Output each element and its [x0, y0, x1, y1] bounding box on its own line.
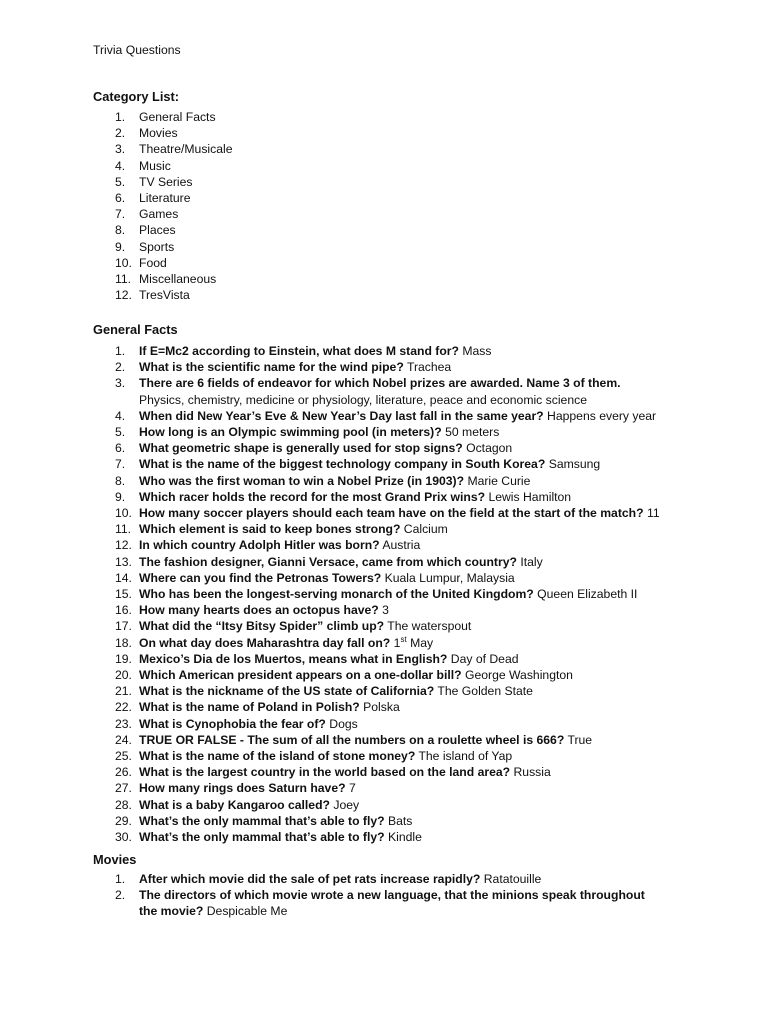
category-item: [93, 206, 232, 222]
question-item: [93, 829, 660, 845]
list-number: 17.: [115, 619, 132, 634]
question-text: TRUE OR FALSE - The sum of all the numbers on a roulette wheel is 666?: [139, 732, 565, 747]
category-item: [93, 271, 232, 287]
category-label: Literature: [139, 191, 191, 206]
question-text: What is the scientific name for the wind pipe?: [139, 360, 404, 375]
answer-text: Happens every year: [547, 408, 657, 423]
category-item: [93, 255, 232, 271]
question-item: [93, 764, 660, 780]
list-number: 10.: [115, 255, 132, 270]
list-number: 21.: [115, 684, 132, 699]
question-item: [93, 732, 660, 748]
category-label: Places: [139, 223, 176, 238]
answer-text: May: [410, 635, 434, 650]
list-number: 9.: [115, 489, 126, 504]
list-number: 7.: [115, 457, 126, 472]
category-item: [93, 158, 232, 174]
answer-text: Marie Curie: [467, 473, 531, 488]
list-number: 2.: [115, 126, 126, 141]
answer-text: Samsung: [548, 457, 601, 472]
question-text: What is Cynophobia the fear of?: [139, 716, 326, 731]
question-item: [93, 375, 660, 407]
answer-text: Lewis Hamilton: [488, 489, 572, 504]
category-list: [93, 109, 232, 303]
question-item: [93, 667, 660, 683]
answer-text: Ratatouille: [483, 872, 542, 886]
answer-text: Trachea: [406, 360, 452, 375]
list-number: 26.: [115, 765, 132, 780]
category-label: TresVista: [139, 288, 190, 303]
category-item: [93, 287, 232, 303]
category-label: Games: [139, 207, 179, 222]
answer-text: Austria: [382, 538, 421, 553]
question-item: [93, 699, 660, 715]
question-item: [93, 408, 660, 424]
list-number: 13.: [115, 554, 132, 569]
answer-superscript: st: [400, 634, 407, 644]
question-item: [93, 570, 660, 586]
question-text: What is the name of the biggest technology company in South Korea?: [139, 457, 546, 472]
list-number: 1.: [115, 344, 126, 358]
category-label: Sports: [139, 239, 175, 254]
question-item: [93, 537, 660, 553]
question-item: [93, 797, 660, 813]
question-item: [93, 586, 660, 602]
question-item: [93, 505, 660, 521]
question-item: [93, 683, 660, 699]
question-item: [93, 618, 660, 634]
question-item: [93, 489, 660, 505]
list-number: 4.: [115, 408, 126, 423]
category-label: General Facts: [139, 110, 216, 124]
question-item: [93, 473, 660, 489]
list-number: 2.: [115, 360, 126, 375]
list-number: 11.: [115, 272, 132, 287]
question-item: [93, 343, 660, 359]
movies-list: [93, 871, 645, 920]
list-number: 8.: [115, 473, 126, 488]
list-number: 29.: [115, 813, 132, 828]
category-label: Theatre/Musicale: [139, 142, 233, 157]
question-text: How many soccer players should each team have on the field at the start of the match?: [139, 506, 644, 521]
question-text: What is the name of the island of stone money?: [139, 749, 416, 764]
category-label: Movies: [139, 126, 178, 141]
category-label: Food: [139, 255, 167, 270]
answer-text: Russia: [513, 765, 551, 780]
list-number: 5.: [115, 174, 126, 189]
answer-text: Polska: [363, 700, 400, 715]
question-text: What’s the only mammal that’s able to fly?: [139, 813, 385, 828]
question-item: [93, 602, 660, 618]
question-text: What is a baby Kangaroo called?: [139, 797, 330, 812]
list-number: 10.: [115, 506, 132, 521]
category-item: [93, 222, 232, 238]
category-label: Music: [139, 158, 171, 173]
answer-text: Octagon: [466, 441, 513, 456]
question-text: What geometric shape is generally used for stop signs?: [139, 441, 463, 456]
question-text: What is the largest country in the world based on the land area?: [139, 765, 511, 780]
question-text: The directors of which movie wrote a new language, that the minions speak throughout: [139, 888, 645, 903]
question-item: [93, 887, 645, 919]
question-item: [93, 359, 660, 375]
list-number: 23.: [115, 716, 132, 731]
answer-text: Joey: [333, 797, 360, 812]
question-text: What is the nickname of the US state of California?: [139, 684, 435, 699]
list-number: 30.: [115, 830, 132, 845]
movies-heading: Movies: [93, 852, 137, 867]
list-number: 1.: [115, 110, 126, 124]
list-number: 3.: [115, 376, 126, 391]
list-number: 25.: [115, 749, 132, 764]
answer-text: Kuala Lumpur, Malaysia: [384, 570, 515, 585]
question-text: Where can you find the Petronas Towers?: [139, 570, 382, 585]
question-item: [93, 780, 660, 796]
question-text: What’s the only mammal that’s able to fly?: [139, 830, 385, 845]
answer-text: Dogs: [329, 716, 358, 731]
category-item: [93, 239, 232, 255]
general-facts-heading: General Facts: [93, 322, 178, 337]
list-number: 12.: [115, 288, 132, 303]
list-number: 12.: [115, 538, 132, 553]
list-number: 16.: [115, 603, 132, 618]
list-number: 15.: [115, 587, 132, 602]
category-item: [93, 109, 232, 125]
question-item: [93, 651, 660, 667]
question-text: When did New Year’s Eve & New Year’s Day last fall in the same year?: [139, 408, 544, 423]
question-text: Which racer holds the record for the most Grand Prix wins?: [139, 489, 486, 504]
answer-text: 50 meters: [445, 425, 500, 440]
list-number: 28.: [115, 797, 132, 812]
list-number: 27.: [115, 781, 132, 796]
question-item: [93, 521, 660, 537]
question-item: [93, 440, 660, 456]
question-text: On what day does Maharashtra day fall on?: [139, 635, 391, 650]
list-number: 22.: [115, 700, 132, 715]
question-text: After which movie did the sale of pet rats increase rapidly?: [139, 872, 481, 886]
answer-text: 3: [382, 603, 389, 618]
question-text: What is the name of Poland in Polish?: [139, 700, 360, 715]
answer-text: Physics, chemistry, medicine or physiology, literature, peace and economic science: [139, 392, 587, 407]
list-number: 6.: [115, 441, 126, 456]
question-text: the movie?: [139, 904, 204, 919]
list-number: 9.: [115, 239, 126, 254]
list-number: 2.: [115, 888, 126, 903]
answer-text: Queen Elizabeth II: [537, 587, 638, 602]
list-number: 18.: [115, 635, 132, 650]
question-text: Who was the first woman to win a Nobel Prize (in 1903)?: [139, 473, 465, 488]
answer-text: Day of Dead: [450, 651, 519, 666]
list-number: 20.: [115, 668, 132, 683]
question-item: [93, 554, 660, 570]
document-title: Trivia Questions: [93, 43, 181, 57]
question-text: How long is an Olympic swimming pool (in meters)?: [139, 425, 442, 440]
answer-text: George Washington: [464, 668, 573, 683]
question-item: [93, 871, 645, 887]
question-text: How many hearts does an octopus have?: [139, 603, 379, 618]
question-item: [93, 813, 660, 829]
question-item: [93, 424, 660, 440]
answer-text: The waterspout: [387, 619, 472, 634]
list-number: 11.: [115, 522, 132, 537]
list-number: 7.: [115, 207, 126, 222]
category-label: TV Series: [139, 174, 193, 189]
question-text: In which country Adolph Hitler was born?: [139, 538, 380, 553]
category-item: [93, 125, 232, 141]
list-number: 1.: [115, 872, 126, 886]
general-facts-list: [93, 343, 660, 845]
answer-text: The island of Yap: [418, 749, 513, 764]
answer-text: Mass: [462, 344, 492, 358]
answer-text: Calcium: [403, 522, 448, 537]
list-number: 4.: [115, 158, 126, 173]
answer-text: 1: [393, 635, 401, 650]
list-number: 5.: [115, 425, 126, 440]
question-text: Which American president appears on a one-dollar bill?: [139, 668, 462, 683]
question-continuation: [139, 903, 645, 919]
list-number: 14.: [115, 570, 132, 585]
list-number: 8.: [115, 223, 126, 238]
list-number: 3.: [115, 142, 126, 157]
answer-text: True: [567, 732, 593, 747]
answer-text: Bats: [388, 813, 413, 828]
category-list-heading: Category List:: [93, 89, 180, 104]
list-number: 24.: [115, 732, 132, 747]
question-item: [93, 748, 660, 764]
answer-text: 11: [646, 506, 660, 521]
category-item: [93, 141, 232, 157]
question-text: Mexico’s Dia de los Muertos, means what in English?: [139, 651, 448, 666]
answer-text: Despicable Me: [206, 904, 288, 919]
question-text: The fashion designer, Gianni Versace, came from which country?: [139, 554, 517, 569]
answer-text: Italy: [520, 554, 543, 569]
question-item: [93, 635, 660, 651]
question-text: How many rings does Saturn have?: [139, 781, 346, 796]
category-label: Miscellaneous: [139, 272, 217, 287]
question-text: There are 6 fields of endeavor for which Nobel prizes are awarded. Name 3 of them.: [139, 376, 621, 391]
answer-text: Kindle: [388, 830, 422, 845]
question-text: Who has been the longest-serving monarch of the United Kingdom?: [139, 587, 534, 602]
list-number: 19.: [115, 651, 132, 666]
question-item: [93, 716, 660, 732]
category-item: [93, 174, 232, 190]
category-item: [93, 190, 232, 206]
question-text: Which element is said to keep bones strong?: [139, 522, 401, 537]
question-text: What did the “Itsy Bitsy Spider” climb up?: [139, 619, 385, 634]
answer-text: The Golden State: [437, 684, 533, 699]
question-text: If E=Mc2 according to Einstein, what does M stand for?: [139, 344, 459, 358]
answer-text: 7: [348, 781, 356, 796]
question-item: [93, 456, 660, 472]
list-number: 6.: [115, 191, 126, 206]
